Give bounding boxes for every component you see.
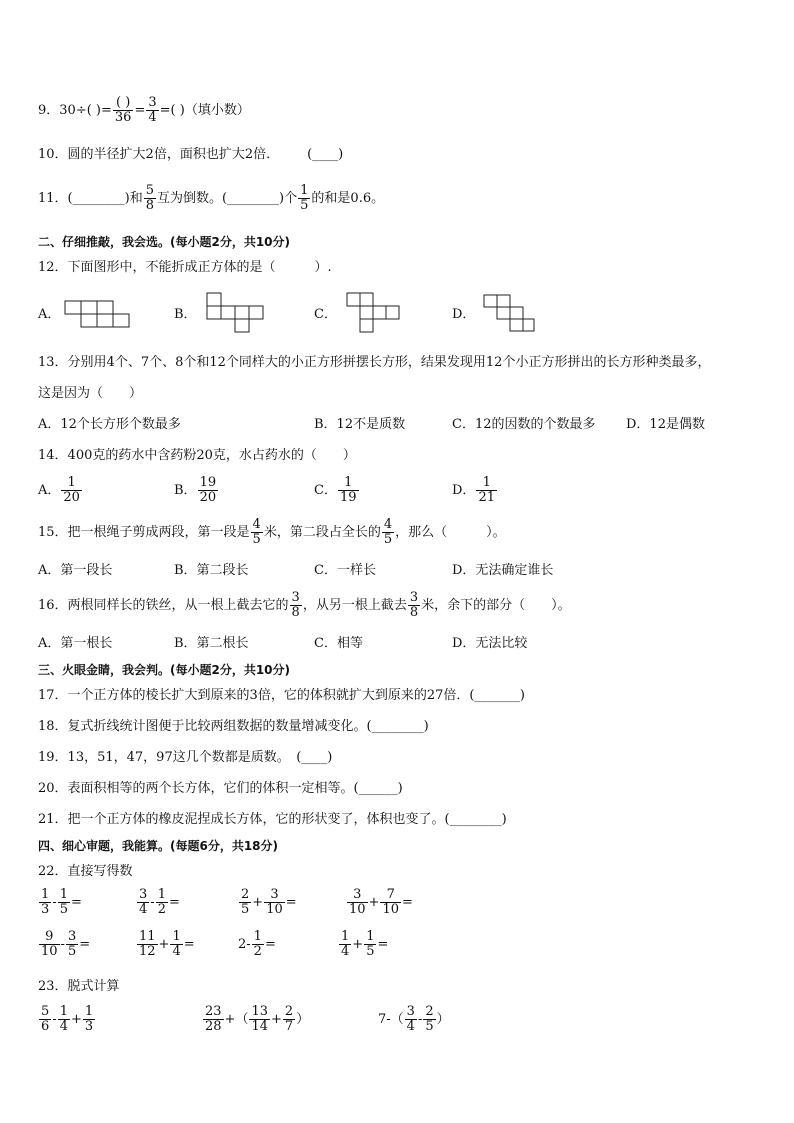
blank-paren: ( ) xyxy=(86,103,101,118)
question-19: 19．13，51，47，97这几个数都是质数。 (____) xyxy=(38,750,333,765)
cube-net-a xyxy=(64,299,130,331)
equals: = xyxy=(134,103,146,118)
option-a: A．12个长方形个数最多 xyxy=(38,417,181,432)
calc-item: $\frac{1}{3}$ - $\frac{1}{5}$ = xyxy=(41,887,82,917)
hint-text: （填小数） xyxy=(184,103,250,118)
question-14: 14．400克的药水中含药粉20克，水占药水的（ ） xyxy=(38,448,356,463)
fraction: $\frac{3}{8}$ xyxy=(291,590,300,620)
calc-item: $\frac{1}{4}$ + $\frac{1}{5}$ = xyxy=(341,929,389,959)
option-c: C．相等 xyxy=(314,636,363,651)
option-a: A． $\frac{1}{20}$ xyxy=(38,475,80,505)
question-22: 22．直接写得数 xyxy=(38,864,133,879)
fraction: $\frac{1}{5}$ xyxy=(300,183,309,213)
section-heading-3: 三、火眼金睛，我会判。(每小题2分，共10分) xyxy=(38,663,291,677)
option-a: A．第一根长 xyxy=(38,636,113,651)
calc-item: $\frac{2}{5}$ + $\frac{3}{10}$ = xyxy=(241,887,297,917)
equals: = xyxy=(101,103,112,118)
blank-paren: ( ) xyxy=(170,103,185,118)
question-13-line-1: 13．分别用4个、7个、8个和12个同样大的小正方形拼摆长方形，结果发现用12个小正方形拼出的长方形种类最多， xyxy=(38,355,711,370)
option-a: A．第一段长 xyxy=(38,563,113,578)
question-23: 23．脱式计算 xyxy=(38,979,120,994)
question-text: 圆的半径扩大2倍，面积也扩大2倍． xyxy=(67,147,280,162)
calc-item: $\frac{9}{10}$ - $\frac{3}{5}$ = xyxy=(41,929,91,959)
option-b-label: B． xyxy=(174,307,197,322)
option-b: B． $\frac{19}{20}$ xyxy=(174,475,217,505)
cube-net-c xyxy=(346,292,402,334)
expr-text: 30÷ xyxy=(59,103,87,118)
question-text: (________)和 xyxy=(67,191,143,206)
option-a-label: A． xyxy=(38,307,61,322)
question-9 xyxy=(38,96,250,125)
fraction: $\frac{( )}{36}$ xyxy=(114,95,132,125)
calc-item: $\frac{3}{4}$ - $\frac{1}{2}$ = xyxy=(139,887,180,917)
question-text: 互为倒数。(________)个 xyxy=(156,191,298,206)
fraction: $\frac{3}{4}$ xyxy=(148,95,157,125)
question-text: 的和是0.6。 xyxy=(311,191,385,206)
calc-item: $\frac{3}{10}$ + $\frac{7}{10}$ = xyxy=(349,887,413,917)
fraction: $\frac{1}{20}$ xyxy=(63,475,80,505)
question-10 xyxy=(38,146,343,164)
fraction: $\frac{4}{5}$ xyxy=(252,517,261,547)
option-b: B．第二根长 xyxy=(174,636,249,651)
question-11 xyxy=(38,184,384,213)
question-number: 11． xyxy=(38,191,68,206)
fraction: $\frac{5}{8}$ xyxy=(145,183,154,213)
option-d: D．无法确定谁长 xyxy=(452,563,554,578)
question-number: 10． xyxy=(38,147,68,162)
cube-net-d xyxy=(483,294,535,334)
option-b: B．12不是质数 xyxy=(314,417,406,432)
expression-2: $\frac{23}{28}$ +（ $\frac{13}{14}$ + $\frac{2}{7}$ ） xyxy=(205,1004,310,1034)
calc-item: $\frac{11}{12}$ + $\frac{1}{4}$ = xyxy=(139,929,195,959)
question-13-line-2: 这是因为（ ） xyxy=(38,386,143,401)
option-d-label: D． xyxy=(452,307,476,322)
option-d: D．无法比较 xyxy=(452,636,528,651)
question-15: 15．把一根绳子剪成两段，第一段是 $\frac{4}{5}$ 米，第二段占全长的 $\frac{4}{5}$ ，那么（ ）。 xyxy=(38,517,506,547)
question-17: 17．一个正方体的棱长扩大到原来的3倍，它的体积就扩大到原来的27倍．(_______) xyxy=(38,688,525,703)
question-12: 12．下面图形中，不能折成正方体的是（ ）. xyxy=(38,260,332,275)
option-c-label: C． xyxy=(314,307,337,322)
question-number: 9． xyxy=(38,103,60,118)
question-20: 20．表面积相等的两个长方体，它们的体积一定相等。(______) xyxy=(38,781,403,796)
expression-3: 7-（ $\frac{3}{4}$ - $\frac{2}{5}$ ） xyxy=(378,1004,450,1034)
question-21: 21．把一个正方体的橡皮泥捏成长方体，它的形状变了，体积也变了。(________) xyxy=(38,812,507,827)
fraction: $\frac{1}{21}$ xyxy=(478,475,495,505)
equals: = xyxy=(159,103,171,118)
question-16: 16．两根同样长的铁丝，从一根上截去它的 $\frac{3}{8}$ ，从另一根上截去 $\frac{3}{8}$ 米，余下的部分（ ）。 xyxy=(38,590,571,620)
section-heading-2: 二、仔细推敲，我会选。(每小题2分，共10分) xyxy=(38,235,291,249)
expression-1: $\frac{5}{6}$ - $\frac{1}{4}$ + $\frac{1}{3}$ xyxy=(41,1004,94,1034)
cube-net-b xyxy=(205,292,267,334)
question-18: 18．复式折线统计图便于比较两组数据的数量增减变化。(________) xyxy=(38,719,429,734)
calc-item: 2- $\frac{1}{2}$ = xyxy=(238,929,276,959)
section-heading-4: 四、细心审题，我能算。(每题6分，共18分) xyxy=(38,839,279,853)
option-b: B．第二段长 xyxy=(174,563,249,578)
option-c: C．12的因数的个数最多 xyxy=(452,417,596,432)
option-c: C．一样长 xyxy=(314,563,376,578)
option-d: D． $\frac{1}{21}$ xyxy=(452,475,495,505)
fraction: $\frac{3}{8}$ xyxy=(409,590,419,620)
option-d: D．12是偶数 xyxy=(626,417,705,432)
fraction: $\frac{19}{20}$ xyxy=(199,475,217,505)
option-c: C． $\frac{1}{19}$ xyxy=(314,475,357,505)
fraction: $\frac{4}{5}$ xyxy=(383,517,393,547)
answer-blank: (____) xyxy=(307,147,344,162)
fraction: $\frac{1}{19}$ xyxy=(339,475,357,505)
